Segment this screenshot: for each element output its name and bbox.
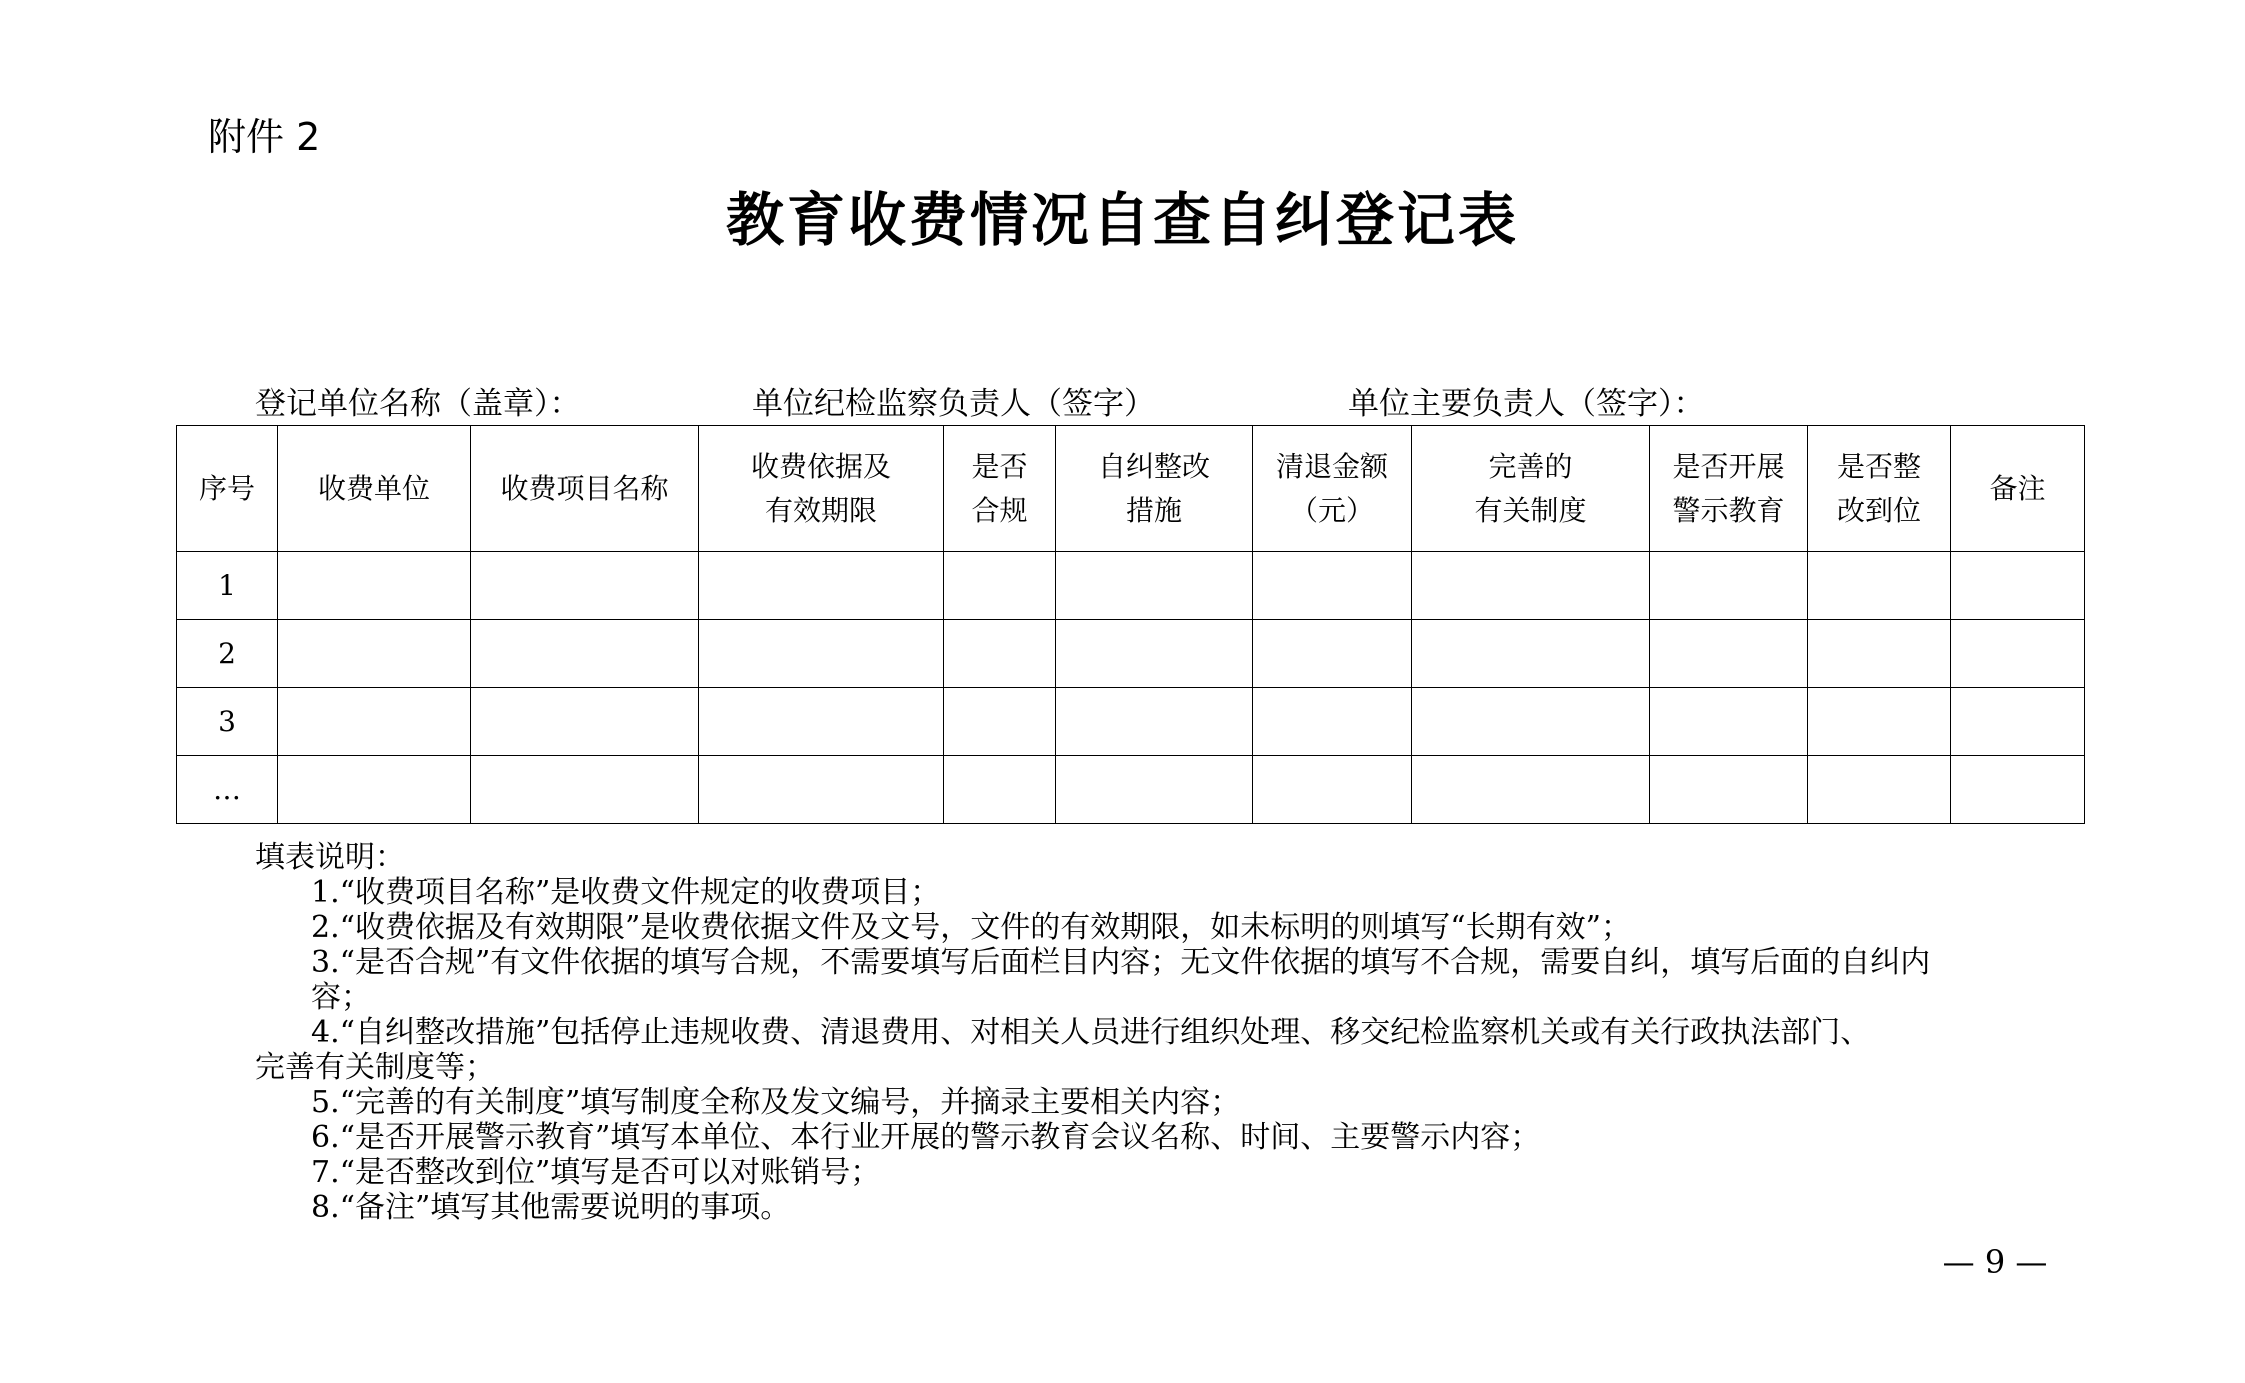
table-cell[interactable]	[699, 620, 944, 688]
page-number: — 9 —	[1942, 1243, 2048, 1281]
row-number: 1	[177, 552, 278, 620]
table-cell[interactable]	[1650, 620, 1808, 688]
instruction-item: 4.“自纠整改措施”包括停止违规收费、清退费用、对相关人员进行组织处理、移交纪检监察机关或有关行政执法部门、	[311, 1015, 1871, 1050]
instructions-heading: 填表说明：	[255, 840, 405, 875]
header-cell: 完善的 有关制度	[1412, 426, 1650, 552]
table-cell[interactable]	[278, 552, 471, 620]
table-cell[interactable]	[1056, 756, 1253, 824]
table-cell[interactable]	[1951, 552, 2085, 620]
row-number: …	[177, 756, 278, 824]
instruction-item: 5.“完善的有关制度”填写制度全称及发文编号，并摘录主要相关内容；	[311, 1085, 1241, 1120]
table-cell[interactable]	[1412, 552, 1650, 620]
header-cell: 备注	[1951, 426, 2085, 552]
table-cell[interactable]	[1650, 756, 1808, 824]
table-cell[interactable]	[699, 688, 944, 756]
instruction-item: 8.“备注”填写其他需要说明的事项。	[311, 1190, 791, 1225]
discipline-head-signature-label: 单位纪检监察负责人（签字）	[752, 386, 1155, 422]
table-cell[interactable]	[944, 756, 1056, 824]
table-cell[interactable]	[944, 620, 1056, 688]
instruction-item: 7.“是否整改到位”填写是否可以对账销号；	[311, 1155, 881, 1190]
table-cell[interactable]	[471, 688, 699, 756]
table-cell[interactable]	[1808, 688, 1951, 756]
table-row	[177, 620, 2085, 688]
instruction-item: 2.“收费依据及有效期限”是收费依据文件及文号，文件的有效期限，如未标明的则填写“长期有效”；	[311, 910, 1631, 945]
header-cell: 是否 合规	[944, 426, 1056, 552]
table-cell[interactable]	[1650, 552, 1808, 620]
instruction-item-continued: 容；	[311, 980, 371, 1015]
table-cell[interactable]	[1951, 688, 2085, 756]
table-cell[interactable]	[699, 756, 944, 824]
table-cell[interactable]	[1808, 552, 1951, 620]
table-cell[interactable]	[1253, 688, 1412, 756]
registration-table	[176, 425, 2085, 824]
table-row	[177, 552, 2085, 620]
table-cell[interactable]	[278, 620, 471, 688]
table-cell[interactable]	[1056, 688, 1253, 756]
table-cell[interactable]	[1253, 552, 1412, 620]
table-cell[interactable]	[944, 552, 1056, 620]
header-cell: 序号	[177, 426, 278, 552]
table-cell[interactable]	[1951, 756, 2085, 824]
table-cell[interactable]	[471, 756, 699, 824]
header-cell: 收费项目名称	[471, 426, 699, 552]
table-cell[interactable]	[1808, 620, 1951, 688]
filling-instructions	[255, 840, 2085, 1225]
table-cell[interactable]	[1253, 620, 1412, 688]
table-cell[interactable]	[1412, 756, 1650, 824]
header-cell: 是否整 改到位	[1808, 426, 1951, 552]
header-cell: 清退金额 （元）	[1253, 426, 1412, 552]
table-cell[interactable]	[1253, 756, 1412, 824]
attachment-label: 附件 2	[208, 115, 321, 159]
table-cell[interactable]	[471, 552, 699, 620]
table-cell[interactable]	[471, 620, 699, 688]
table-cell[interactable]	[699, 552, 944, 620]
table-cell[interactable]	[1951, 620, 2085, 688]
table-cell[interactable]	[278, 688, 471, 756]
header-cell: 自纠整改 措施	[1056, 426, 1253, 552]
table-cell[interactable]	[278, 756, 471, 824]
table-cell[interactable]	[1412, 620, 1650, 688]
form-title: 教育收费情况自查自纠登记表	[725, 186, 1519, 254]
row-number: 3	[177, 688, 278, 756]
table-cell[interactable]	[1056, 620, 1253, 688]
instruction-item: 1.“收费项目名称”是收费文件规定的收费项目；	[311, 875, 941, 910]
table-header-row	[177, 426, 2085, 552]
row-number: 2	[177, 620, 278, 688]
table-cell[interactable]	[1808, 756, 1951, 824]
header-cell: 收费单位	[278, 426, 471, 552]
table-cell[interactable]	[1412, 688, 1650, 756]
table-cell[interactable]	[1650, 688, 1808, 756]
table-cell[interactable]	[944, 688, 1056, 756]
header-cell: 是否开展 警示教育	[1650, 426, 1808, 552]
instruction-item: 6.“是否开展警示教育”填写本单位、本行业开展的警示教育会议名称、时间、主要警示内容；	[311, 1120, 1541, 1155]
instruction-item-continued: 完善有关制度等；	[255, 1050, 495, 1085]
header-cell: 收费依据及 有效期限	[699, 426, 944, 552]
unit-name-field-label: 登记单位名称（盖章）：	[255, 386, 581, 422]
table-row	[177, 688, 2085, 756]
table-row	[177, 756, 2085, 824]
instruction-item: 3.“是否合规”有文件依据的填写合规，不需要填写后面栏目内容；无文件依据的填写不合规，需要自纠，填写后面的自纠内	[311, 945, 1931, 980]
table-cell[interactable]	[1056, 552, 1253, 620]
main-head-signature-label: 单位主要负责人（签字）：	[1348, 386, 1705, 422]
